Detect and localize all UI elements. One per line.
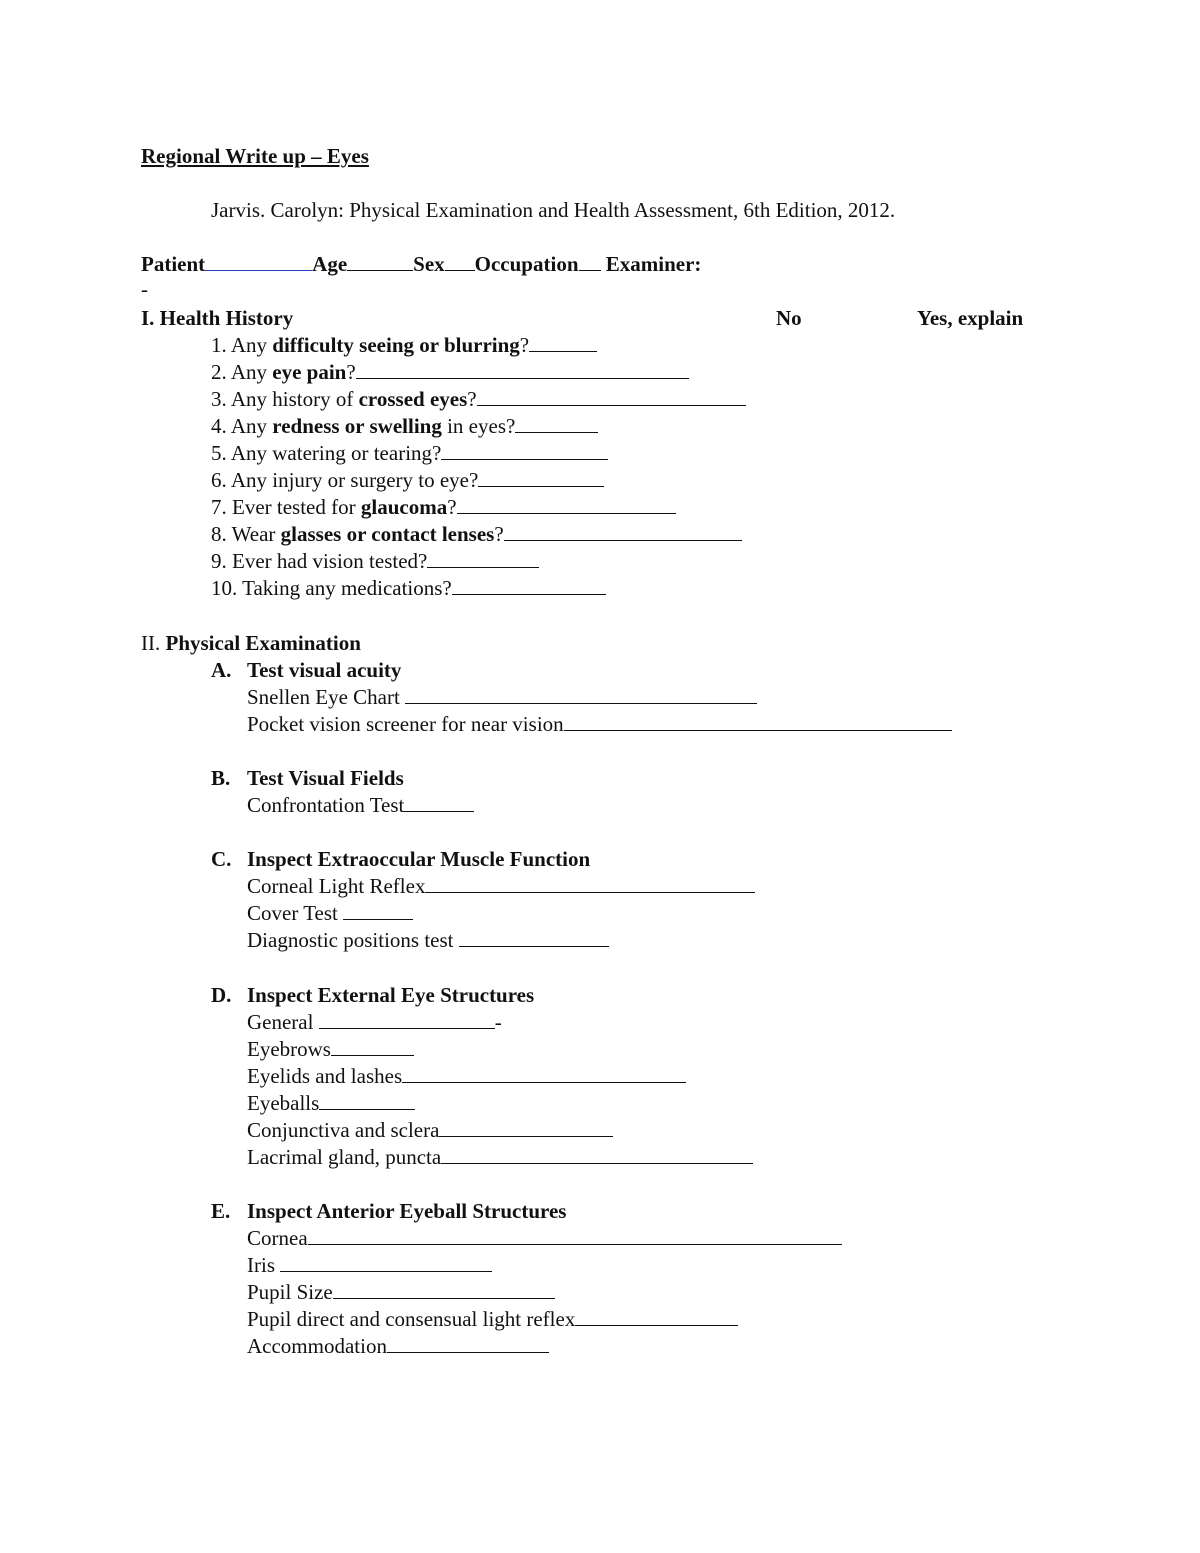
subsection-title: Test Visual Fields xyxy=(247,766,404,790)
question-text: 3. Any history of xyxy=(211,387,359,411)
question-keyword: difficulty seeing or blurring xyxy=(272,333,520,357)
subsection-letter: A. xyxy=(211,658,232,682)
exam-item-eyebrows xyxy=(247,1036,414,1063)
exam-item-conjunctiva-sclera xyxy=(247,1117,613,1144)
subsection-b-heading xyxy=(211,765,404,792)
exam-item-label: Cover Test xyxy=(247,901,344,925)
exam-item-pupil-light-reflex xyxy=(247,1306,738,1333)
patient-label: Patient xyxy=(141,252,206,276)
subsection-title: Inspect External Eye Structures xyxy=(247,983,535,1007)
occupation-label: Occupation xyxy=(474,252,579,276)
exam-item-label: Eyebrows xyxy=(247,1037,331,1061)
exam-field[interactable] xyxy=(331,1036,414,1056)
exam-item-label: Iris xyxy=(247,1253,281,1277)
exam-item-label: Eyeballs xyxy=(247,1091,320,1115)
exam-item-accommodation xyxy=(247,1333,549,1360)
answer-field[interactable] xyxy=(478,467,604,487)
exam-item-label: Confrontation Test xyxy=(247,793,405,817)
trailing-dash: - xyxy=(494,1010,502,1034)
history-question-10 xyxy=(211,575,606,602)
patient-field[interactable] xyxy=(205,251,312,271)
exam-item-label: Lacrimal gland, puncta xyxy=(247,1145,442,1169)
health-history-heading: I. Health History xyxy=(141,306,294,330)
column-no-header: No xyxy=(776,306,802,330)
occupation-field[interactable] xyxy=(579,251,601,271)
question-text: 1. Any xyxy=(211,333,273,357)
subsection-title: Test visual acuity xyxy=(247,658,402,682)
exam-field[interactable] xyxy=(333,1279,555,1299)
exam-field[interactable] xyxy=(439,1117,613,1137)
subsection-letter: D. xyxy=(211,983,232,1007)
exam-item-label: Conjunctiva and sclera xyxy=(247,1118,440,1142)
exam-item-lacrimal-gland xyxy=(247,1144,753,1171)
history-question-9 xyxy=(211,548,539,575)
physical-exam-heading xyxy=(141,630,361,657)
exam-item-label: Pupil direct and consensual light reflex xyxy=(247,1307,576,1331)
subsection-title: Inspect Anterior Eyeball Structures xyxy=(247,1199,567,1223)
answer-field[interactable] xyxy=(356,359,689,379)
question-text: ? xyxy=(467,387,477,411)
exam-field[interactable] xyxy=(564,711,952,731)
question-text: ? xyxy=(346,360,356,384)
exam-item-label: Corneal Light Reflex xyxy=(247,874,426,898)
history-question-4 xyxy=(211,413,598,440)
question-keyword: glaucoma xyxy=(360,495,448,519)
question-text: 8. Wear xyxy=(211,522,281,546)
exam-field[interactable] xyxy=(343,900,413,920)
exam-field[interactable] xyxy=(425,873,755,893)
answer-field[interactable] xyxy=(427,548,539,568)
subsection-letter: C. xyxy=(211,847,232,871)
exam-field[interactable] xyxy=(308,1225,842,1245)
exam-field[interactable] xyxy=(387,1333,549,1353)
patient-info-line xyxy=(141,251,701,278)
history-question-5 xyxy=(211,440,608,467)
section-number: II. xyxy=(141,631,166,655)
subsection-letter: B. xyxy=(211,766,231,790)
question-text: 6. Any injury or surgery to eye? xyxy=(211,468,479,492)
column-yes-header: Yes, explain xyxy=(917,306,1024,330)
answer-field[interactable] xyxy=(529,332,597,352)
exam-field[interactable] xyxy=(319,1009,495,1029)
exam-field[interactable] xyxy=(405,684,757,704)
exam-field[interactable] xyxy=(280,1252,492,1272)
question-keyword: crossed eyes xyxy=(358,387,468,411)
exam-item-label: Pupil Size xyxy=(247,1280,333,1304)
exam-item-label: General xyxy=(247,1010,319,1034)
answer-field[interactable] xyxy=(515,413,598,433)
section-title: Physical Examination xyxy=(165,631,361,655)
age-field[interactable] xyxy=(347,251,413,271)
exam-item-diagnostic-positions xyxy=(247,927,609,954)
exam-item-label: Cornea xyxy=(247,1226,308,1250)
question-text: ? xyxy=(519,333,530,357)
subsection-d-heading xyxy=(211,982,534,1009)
answer-field[interactable] xyxy=(477,386,746,406)
exam-item-label: Pocket vision screener for near vision xyxy=(247,712,564,736)
history-question-2 xyxy=(211,359,689,386)
subsection-c-heading xyxy=(211,846,590,873)
exam-field[interactable] xyxy=(404,792,474,812)
question-text: ? xyxy=(447,495,457,519)
question-text: 9. Ever had vision tested? xyxy=(211,549,428,573)
subsection-e-heading xyxy=(211,1198,566,1225)
question-text: 7. Ever tested for xyxy=(211,495,361,519)
exam-item-general xyxy=(247,1009,502,1036)
question-keyword: eye pain xyxy=(272,360,347,384)
answer-field[interactable] xyxy=(504,521,742,541)
history-question-7 xyxy=(211,494,676,521)
question-keyword: redness or swelling xyxy=(272,414,442,438)
history-question-6 xyxy=(211,467,604,494)
answer-field[interactable] xyxy=(457,494,676,514)
question-text: ? xyxy=(494,522,504,546)
exam-item-iris xyxy=(247,1252,492,1279)
answer-field[interactable] xyxy=(452,575,606,595)
sex-field[interactable] xyxy=(445,251,475,271)
exam-field[interactable] xyxy=(575,1306,738,1326)
exam-field[interactable] xyxy=(402,1063,686,1083)
history-question-1 xyxy=(211,332,597,359)
subsection-title: Inspect Extraoccular Muscle Function xyxy=(247,847,591,871)
exam-item-snellen xyxy=(247,684,757,711)
subsection-letter: E. xyxy=(211,1199,231,1223)
subsection-a-heading xyxy=(211,657,401,684)
exam-item-corneal-light-reflex xyxy=(247,873,755,900)
history-question-8 xyxy=(211,521,742,548)
question-text: 5. Any watering or tearing? xyxy=(211,441,442,465)
document-title: Regional Write up – Eyes xyxy=(141,144,369,168)
sex-label: Sex xyxy=(413,252,445,276)
exam-item-label: Accommodation xyxy=(247,1334,387,1358)
examiner-label: Examiner: xyxy=(605,252,702,276)
exam-item-label: Eyelids and lashes xyxy=(247,1064,403,1088)
answer-field[interactable] xyxy=(441,440,608,460)
question-text: in eyes? xyxy=(441,414,516,438)
exam-field[interactable] xyxy=(459,927,609,947)
stray-dash: - xyxy=(141,277,148,301)
exam-item-eyeballs xyxy=(247,1090,415,1117)
age-label: Age xyxy=(312,252,348,276)
exam-item-label: Snellen Eye Chart xyxy=(247,685,406,709)
exam-field[interactable] xyxy=(319,1090,415,1110)
exam-item-confrontation xyxy=(247,792,474,819)
question-text: 2. Any xyxy=(211,360,273,384)
exam-item-pocket-screener xyxy=(247,711,952,738)
question-text: 10. Taking any medications? xyxy=(211,576,452,600)
exam-item-label: Diagnostic positions test xyxy=(247,928,459,952)
exam-item-cornea xyxy=(247,1225,842,1252)
question-text: 4. Any xyxy=(211,414,273,438)
exam-item-cover-test xyxy=(247,900,413,927)
exam-item-pupil-size xyxy=(247,1279,555,1306)
citation: Jarvis. Carolyn: Physical Examination and Health Assessment, 6th Edition, 2012. xyxy=(211,198,896,222)
exam-item-eyelids-lashes xyxy=(247,1063,686,1090)
exam-field[interactable] xyxy=(441,1144,753,1164)
history-question-3 xyxy=(211,386,746,413)
question-keyword: glasses or contact lenses xyxy=(280,522,495,546)
